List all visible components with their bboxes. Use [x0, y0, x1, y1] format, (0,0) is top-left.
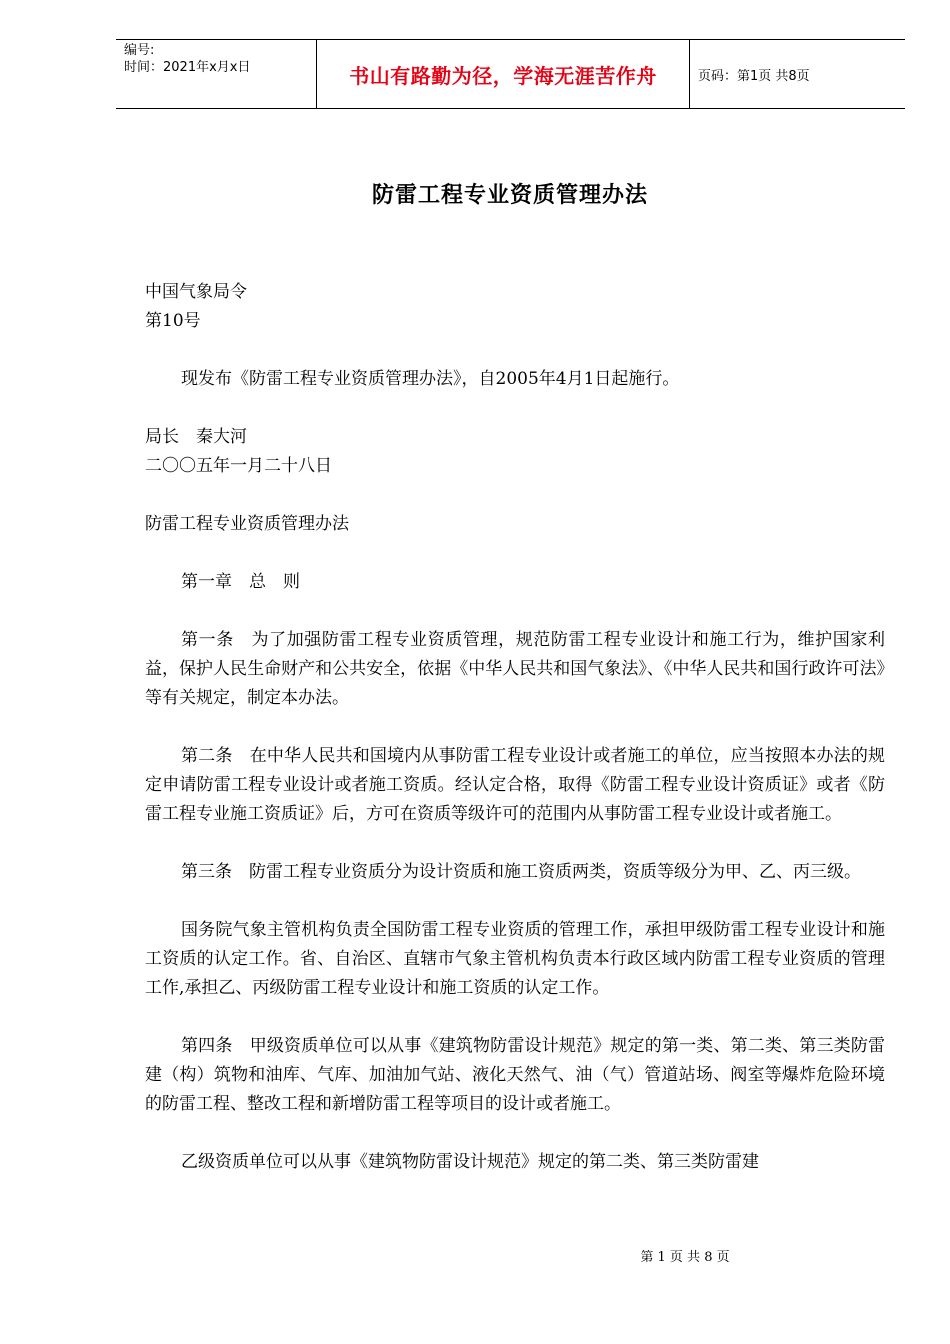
page-header	[116, 39, 905, 109]
header-meta	[116, 40, 316, 108]
issuer: 中国气象局令	[145, 282, 247, 302]
signatory: 局长 秦大河	[145, 427, 247, 447]
page-footer: 第 1 页 共 8 页	[640, 1250, 730, 1265]
announcement: 现发布《防雷工程专业资质管理办法》，自2005年4月1日起施行。	[181, 369, 680, 389]
chapter-heading: 第一章 总 则	[181, 572, 300, 592]
article-4-paragraph-2: 乙级资质单位可以从事《建筑物防雷设计规范》规定的第二类、第三类防雷建	[181, 1152, 759, 1172]
header-page-info: 页码：第1页 共8页	[698, 68, 810, 84]
article-4: 第四条 甲级资质单位可以从事《建筑物防雷设计规范》规定的第一类、第二类、第三类防雷建（构）筑物和油库、气库、加油加气站、液化天然气、油（气）管道站场、阀室等爆炸危险环境的防雷工程、整改工程和新增防雷工程等项目的设计或者施工。	[145, 1036, 885, 1114]
order-number: 第10号	[145, 311, 201, 331]
time-label: 时间：2021年x月x日	[124, 60, 251, 75]
subtitle: 防雷工程专业资质管理办法	[145, 514, 349, 534]
number-label: 编号:	[124, 43, 155, 58]
article-1: 第一条 为了加强防雷工程专业资质管理，规范防雷工程专业设计和施工行为，维护国家利益，保护人民生命财产和公共安全，依据《中华人民共和国气象法》、《中华人民共和国行政许可法》等有关规定，制定本办法。	[145, 630, 885, 708]
document-body	[145, 278, 885, 1177]
article-3: 第三条 防雷工程专业资质分为设计资质和施工资质两类，资质等级分为甲、乙、丙三级。	[181, 862, 861, 882]
document-title: 防雷工程专业资质管理办法	[371, 182, 648, 208]
article-2: 第二条 在中华人民共和国境内从事防雷工程专业设计或者施工的单位，应当按照本办法的规定申请防雷工程专业设计或者施工资质。经认定合格，取得《防雷工程专业设计资质证》或者《防雷工程专业施工资质证》后，方可在资质等级许可的范围内从事防雷工程专业设计或者施工。	[145, 746, 885, 824]
header-motto: 书山有路勤为径，学海无涯苦作舟	[316, 40, 690, 108]
article-3-paragraph-2: 国务院气象主管机构负责全国防雷工程专业资质的管理工作，承担甲级防雷工程专业设计和施工资质的认定工作。省、自治区、直辖市气象主管机构负责本行政区域内防雷工程专业资质的管理工作,承担乙、丙级防雷工程专业设计和施工资质的认定工作。	[145, 920, 885, 998]
issue-date: 二〇〇五年一月二十八日	[145, 456, 332, 476]
